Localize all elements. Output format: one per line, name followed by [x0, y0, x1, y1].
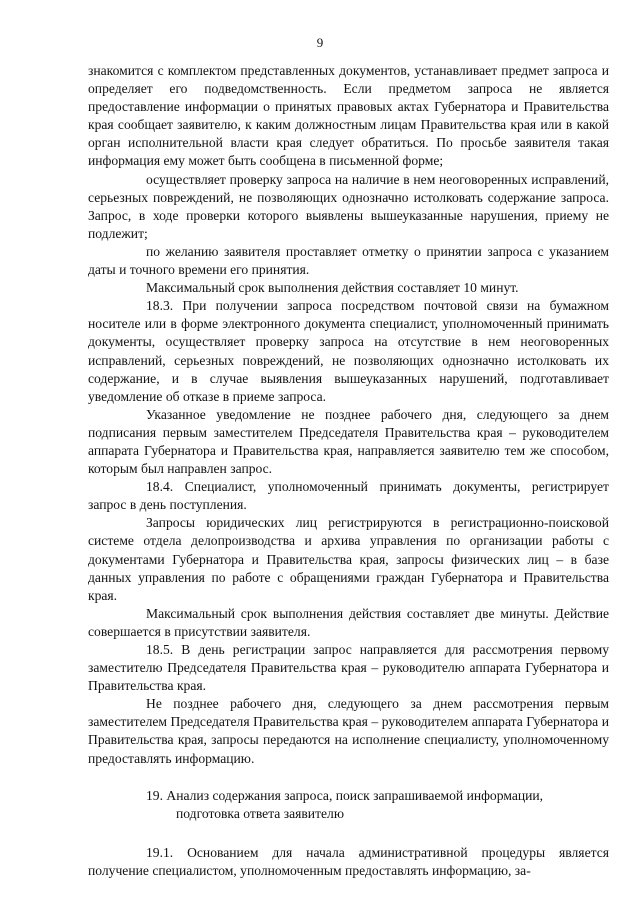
page-number: 9: [316, 35, 324, 50]
paragraph-notification: Указанное уведомление не позднее рабочего дня, следующего за днем подписания первым заместителем Председателя Правительства края – руководителем аппарата Губернатора и Правительства края, направляется заявителю тем же способом, которым был направлен запрос.: [88, 406, 609, 477]
paragraph-18-3: 18.3. При получении запроса посредством почтовой связи на бумажном носителе или в форме электронного документа специалист, уполномоченный принимать документы, осуществляет проверку запроса на отсутствие в нем неоговоренных исправлений, серьезных повреждений, не позволяющих однозначно истолковать их содержание, и в случае выявления вышеуказанных нарушений, подготавливает уведомление об отказе в приеме запроса.: [88, 298, 609, 404]
paragraph-time-limit-10-min: Максимальный срок выполнения действия составляет 10 минут.: [146, 280, 519, 296]
paragraph-19-1: 19.1. Основанием для начала административной процедуры является получение специалистом, уполномоченным предоставлять информацию, за-: [88, 844, 609, 878]
paragraph-time-limit-2-min: Максимальный срок выполнения действия составляет две минуты. Действие совершается в присутствии заявителя.: [88, 605, 609, 639]
paragraph-continuation: знакомится с комплектом представленных документов, устанавливает предмет запроса и определяет его подведомственность. Если предметом запроса не является предоставление информации о принятых правовых актах Губернатора и Правительства края сообщает заявителю, к каким должностным лицам Правительства края или в какой орган исполнительной власти края следует обратиться. По просьбе заявителя такая информация ему может быть сообщена в письменной форме;: [88, 63, 609, 169]
paragraph-receipt-mark: по желанию заявителя проставляет отметку о принятии запроса с указанием даты и точного времени его принятия.: [88, 243, 609, 278]
document-body: [88, 62, 609, 880]
paragraph-18-5: 18.5. В день регистрации запрос направляется для рассмотрения первому заместителю Председателя Правительства края – руководителю аппарата Губернатора и Правительства края.: [88, 642, 609, 694]
paragraph-18-4: 18.4. Специалист, уполномоченный принимать документы, регистрирует запрос в день поступления.: [88, 479, 609, 513]
paragraph-check-request: осуществляет проверку запроса на наличие в нем неоговоренных исправлений, серьезных повреждений, не позволяющих однозначно истолковать содержание запроса. Запрос, в ходе проверки которого выявлены вышеуказанные нарушения, приему не подлежит;: [88, 171, 609, 241]
paragraph-transfer-to-specialist: Не позднее рабочего дня, следующего за днем рассмотрения первым заместителем Председателя Правительства края – руководителем аппарата Губернатора и Правительства края, запросы передаются на исполнение специалисту, уполномоченному предоставлять информацию.: [88, 696, 609, 766]
section-heading-line-1: 19. Анализ содержания запроса, поиск запрашиваемой информации,: [146, 787, 544, 803]
section-heading-19: [88, 787, 609, 823]
section-heading-line-2: подготовка ответа заявителю: [176, 805, 344, 821]
paragraph-registration-systems: Запросы юридических лиц регистрируются в регистрационно-поисковой системе отдела делопроизводства и архива управления по организации работы с документами Губернатора и Правительства края, запросы физических лиц – в базе данных управления по работе с обращениями граждан Губернатора и Правительства края.: [88, 515, 609, 603]
